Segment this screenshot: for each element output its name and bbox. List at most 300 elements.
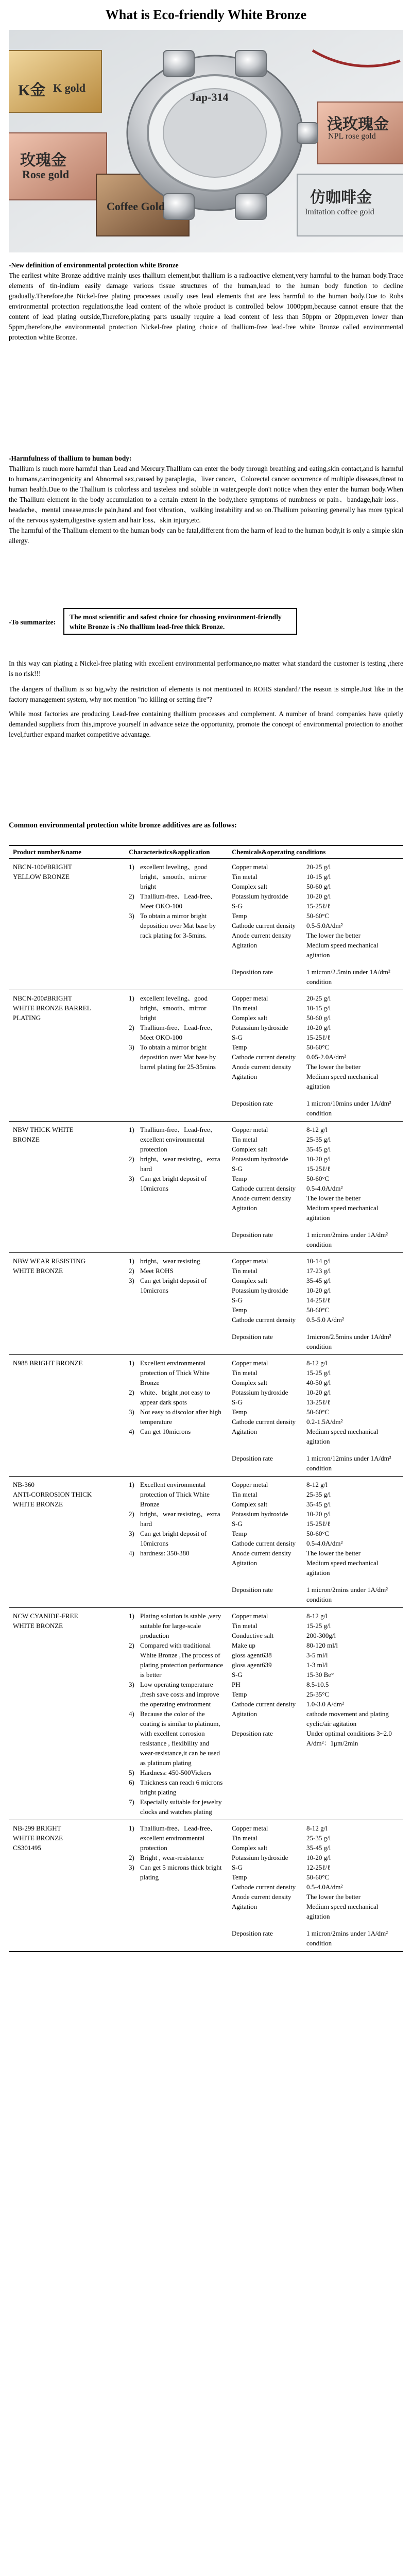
condition-key: Copper metal [232,1359,268,1367]
table-row [9,990,403,1122]
additives-table [9,845,403,1952]
condition-line [232,1042,403,1052]
condition-key: Copper metal [232,1257,268,1265]
condition-line [232,1558,403,1578]
condition-value: 1 micron/12mins under 1A/dm² condition [306,1454,391,1472]
feature-number: 2) [129,1024,134,1031]
feature-text: Thallium-free、Lead-free、excellent environmental protection [140,1126,217,1153]
condition-key: Temp [232,1043,247,1051]
condition-value: cathode movement and plating [306,1710,389,1718]
condition-key: Potassium hydroxide [232,1286,288,1294]
condition-value: 1.0-3.0 A/dm² [306,1700,344,1708]
feature-text: bright、wear resisting、extra hard [140,1510,220,1528]
table-row [9,1122,403,1253]
feature-item [129,1797,224,1817]
condition-line [232,1548,403,1558]
condition-key: Potassium hydroxide [232,892,288,900]
condition-line [232,1709,403,1719]
condition-value: 8-12 g/l [306,1824,328,1832]
photo-label-k-gold: K gold [53,81,85,94]
condition-line [232,1928,403,1948]
condition-key: Tin metal [232,1267,258,1275]
condition-line [232,1183,403,1193]
condition-line [232,1032,403,1042]
chemicals-cell [228,1820,403,1951]
feature-text: white、bright ,not easy to appear dark spots [140,1388,210,1406]
condition-key: S-G [232,1671,243,1679]
feature-item [129,1853,224,1862]
condition-key: Complex salt [232,1145,267,1153]
photo-label-npl-rose-gold: NPL rose gold [328,132,376,141]
condition-line [232,1134,403,1144]
condition-key: Conductive salt [232,1632,274,1639]
condition-value: 0.05-2.0A/dm² [306,1053,346,1061]
condition-value: 8.5-10.5 [306,1681,329,1688]
condition-value: 10-14 g/l [306,1257,331,1265]
para-section [9,658,403,740]
feature-number: 4) [129,1428,134,1435]
product-name-cell [9,1122,125,1252]
condition-key: Deposition rate [232,1231,273,1239]
condition-value: 50-60 g/l [306,883,331,890]
condition-line [232,1062,403,1072]
condition-key: Complex salt [232,1014,267,1022]
condition-line [232,1853,403,1862]
condition-value: 1 micron/2mins under 1A/dm² condition [306,1586,388,1603]
condition-value: 35-45 g/l [306,1844,331,1852]
condition-value: 10-20 g/l [306,1510,331,1518]
condition-line [232,1631,403,1640]
watch-case-illustration [9,30,403,252]
condition-line [232,1489,403,1499]
condition-line [232,1823,403,1833]
condition-key: Cathode current density [232,1316,296,1324]
photo-label-rose-gold-cn: 玫瑰金 [20,152,66,169]
condition-line [232,1427,403,1446]
condition-value: 50-60°C [306,1408,330,1416]
feature-item [129,1640,224,1680]
feature-text: Low operating temperature ,fresh save costs and improve the operating environment [140,1681,219,1708]
intro-heading: -New definition of environmental protection white Bronze [9,261,179,269]
chemicals-cell [228,1608,403,1820]
condition-value: 20-25 g/l [306,994,331,1002]
product-name-line: WHITE BRONZE BARREL [13,1004,91,1012]
condition-key: Tin metal [232,1004,258,1012]
feature-number: 1) [129,1257,134,1265]
feature-item [129,1548,224,1558]
feature-text: Plating solution is stable ,very suitable for large-scale production [140,1612,221,1639]
condition-value: 15-25ℓ/ℓ [306,1165,331,1173]
condition-key: gloss agent638 [232,1651,272,1659]
condition-value: 15-25ℓ/ℓ [306,1520,331,1528]
condition-key: Potassium hydroxide [232,1024,288,1031]
condition-line [232,1833,403,1843]
condition-key: Tin metal [232,1369,258,1377]
condition-line [232,1621,403,1631]
product-name-cell [9,990,125,1121]
feature-number: 5) [129,1769,134,1776]
feature-item [129,862,224,891]
condition-line [232,1519,403,1529]
condition-line [232,1203,403,1223]
condition-value: Medium speed mechanical agitation [306,1903,379,1920]
condition-key: S-G [232,1398,243,1406]
chemicals-cell [228,1477,403,1607]
condition-line [232,1125,403,1134]
condition-key: Temp [232,1408,247,1416]
table-row [9,1608,403,1820]
product-photo [9,30,403,252]
condition-value: 10-20 g/l [306,1024,331,1031]
condition-value: 1 micron/10mins under 1A/dm² condition [306,1099,391,1117]
feature-item [129,1256,224,1266]
condition-value: 1 micron/2mins under 1A/dm² condition [306,1929,388,1947]
feature-number: 3) [129,1175,134,1182]
header-characteristics: Characteristics&application [129,848,210,856]
condition-key: Deposition rate [232,968,273,976]
condition-value: 50-60°C [306,1530,330,1537]
condition-value: 50-60 g/l [306,1014,331,1022]
characteristics-cell [125,990,228,1121]
condition-key: S-G [232,1296,243,1304]
product-name-cell [9,1477,125,1607]
feature-text: Can get bright deposit of 10microns [140,1530,207,1547]
feature-item [129,1480,224,1509]
condition-line [232,1072,403,1091]
condition-line [232,1650,403,1660]
condition-line [232,930,403,940]
feature-number: 3) [129,1043,134,1051]
condition-key: S-G [232,1520,243,1528]
feature-text: Can get bright deposit of 10microns [140,1175,207,1192]
summary-box: The most scientific and safest choice for choosing environment-friendly white Bronze is :No thallium lead-free thick Bronze. [63,608,297,635]
table-row [9,1477,403,1608]
condition-value: 1 micron/2.5min under 1A/dm² condition [306,968,390,986]
condition-key: Anode current density [232,1893,291,1901]
condition-key: Anode current density [232,931,291,939]
product-name-line: NB-299 BRIGHT [13,1824,61,1832]
condition-value: 14-25ℓ/ℓ [306,1296,331,1304]
condition-value: 0.5-5.0A/dm² [306,922,343,929]
condition-line [232,1164,403,1174]
feature-text: Hardness: 450-500Vickers [140,1769,212,1776]
condition-value: 10-15 g/l [306,873,331,880]
chemicals-cell [228,990,403,1121]
condition-key: Temp [232,1530,247,1537]
header-product: Product number&name [13,848,82,856]
condition-key: Deposition rate [232,1929,273,1937]
feature-number: 4) [129,1710,134,1718]
condition-value: 35-45 g/l [306,1277,331,1284]
feature-text: Thallium-free、Lead-free、Meet OKO-100 [140,1024,217,1041]
condition-key [232,1719,306,1728]
feature-number: 3) [129,1408,134,1416]
condition-key: Tin metal [232,1622,258,1630]
condition-line [232,1640,403,1650]
product-name-cell [9,1608,125,1820]
feature-item [129,993,224,1023]
product-name-cell [9,1355,125,1476]
feature-text: Especially suitable for jewelry clocks and watches plating [140,1798,222,1816]
condition-line [232,901,403,911]
condition-line [232,1509,403,1519]
condition-line [232,1285,403,1295]
condition-line [232,1266,403,1276]
condition-value: 80-120 ml/l [306,1641,338,1649]
product-name-line: WHITE BRONZE [13,1267,63,1275]
feature-text: To obtain a mirror bright deposition over Mat base by barrel plating for 25-35mins [140,1043,216,1071]
condition-value: Medium speed mechanical agitation [306,1428,379,1445]
condition-value: 1-3 ml/l [306,1661,328,1669]
condition-key: Agitation [232,941,258,949]
chemicals-cell [228,1122,403,1252]
condition-value: 15-25ℓ/ℓ [306,902,331,910]
table-row [9,1253,403,1355]
feature-item [129,1611,224,1640]
condition-value: 15-25ℓ/ℓ [306,1033,331,1041]
feature-number: 2) [129,1267,134,1275]
feature-number: 2) [129,1510,134,1518]
condition-key: Temp [232,1873,247,1881]
condition-value: The lower the better [306,1893,361,1901]
condition-value: Medium speed mechanical agitation [306,1559,379,1577]
feature-number: 2) [129,1155,134,1163]
product-name-line: WHITE BRONZE [13,1622,63,1630]
condition-key: Complex salt [232,1500,267,1508]
condition-key: S-G [232,1033,243,1041]
condition-value: The lower the better [306,1549,361,1557]
condition-key: Complex salt [232,883,267,890]
product-name-cell [9,1253,125,1354]
condition-line [232,1902,403,1921]
characteristics-cell [125,1253,228,1354]
product-name-line: N988 BRIGHT BRONZE [13,1359,83,1367]
condition-line [232,1154,403,1164]
condition-line [232,1230,403,1249]
condition-key: Agitation [232,1559,258,1567]
feature-text: excellent leveling、good bright、smooth、mirror bright [140,863,208,890]
condition-line [232,1003,403,1013]
chemicals-cell [228,1253,403,1354]
condition-key: Make up [232,1641,255,1649]
feature-number: 2) [129,1854,134,1861]
product-name-line: BRONZE [13,1136,40,1143]
table-row [9,1355,403,1477]
paragraph-2: The dangers of thallium is so big,why the restriction of elements is not mentioned in ROHS standard?The reason is simple.Just like in the factory management system, why not mention "no killing or setting fire"? [9,685,403,703]
feature-number: 3) [129,1681,134,1688]
condition-line [232,1862,403,1872]
condition-line [232,1387,403,1397]
condition-value: 50-60°C [306,912,330,920]
condition-line [232,1843,403,1853]
condition-key: Anode current density [232,1194,291,1202]
condition-value: 17-23 g/l [306,1267,331,1275]
feature-text: Compared with traditional White Bronze ,The process of plating protection performance is better [140,1641,223,1679]
condition-key: S-G [232,1165,243,1173]
feature-text: Can get bright deposit of 10microns [140,1277,207,1294]
condition-line [232,1144,403,1154]
feature-number: 3) [129,912,134,920]
condition-key: Copper metal [232,1612,268,1620]
feature-item [129,1680,224,1709]
feature-number: 2) [129,892,134,900]
condition-value: 1 micron/2mins under 1A/dm² condition [306,1231,388,1248]
condition-key: Temp [232,1306,247,1314]
product-name-line: WHITE BRONZE [13,1834,63,1842]
condition-key: Agitation [232,1710,258,1718]
condition-line [232,1585,403,1604]
feature-item [129,1154,224,1174]
condition-key: Copper metal [232,994,268,1002]
feature-item [129,1266,224,1276]
feature-number: 1) [129,1824,134,1832]
condition-line [232,911,403,921]
product-name-line: CS301495 [13,1844,41,1852]
table-row [9,1820,403,1951]
condition-key: Complex salt [232,1844,267,1852]
feature-text: Can get 5 microns thick bright plating [140,1863,222,1881]
product-name-line: NBW THICK WHITE [13,1126,74,1133]
condition-value: A/dm²：1μm/2min [306,1739,358,1747]
feature-number: 3) [129,1277,134,1284]
condition-line [232,1397,403,1407]
condition-value: Under optimal conditions 3~2.0 [306,1730,392,1737]
table-header [9,846,403,859]
page-title: What is Eco-friendly White Bronze [105,7,307,22]
condition-key: Potassium hydroxide [232,1510,288,1518]
harm-text-2: The harmful of the Thallium element to the human body can be fatal,different from the harm of lead to the human body,it is only a simple skin allergy. [9,527,403,545]
condition-value: 40-50 g/l [306,1379,331,1386]
condition-line [232,1315,403,1325]
feature-number: 1) [129,994,134,1002]
condition-value: Medium speed mechanical agitation [306,1073,379,1090]
photo-label-rose-gold: Rose gold [22,168,70,181]
condition-line [232,1538,403,1548]
feature-item [129,1174,224,1193]
condition-line [232,1407,403,1417]
summary-block [9,608,403,639]
feature-text: Excellent environmental protection of Thick White Bronze [140,1359,210,1386]
feature-item [129,1509,224,1529]
product-name-line: NB-360 [13,1481,35,1488]
photo-label-coffee-gold: Coffee Gold [107,200,165,213]
feature-text: Can get 10microns [140,1428,191,1435]
condition-value: 3-5 ml/l [306,1651,328,1659]
condition-key: Agitation [232,1204,258,1212]
feature-text: Thickness can reach 6 microns bright plating [140,1778,223,1796]
condition-line [232,1670,403,1680]
condition-value: 50-60°C [306,1306,330,1314]
condition-value: 15-25 g/l [306,1622,331,1630]
condition-value: 25-35°C [306,1690,330,1698]
condition-key: Tin metal [232,1834,258,1842]
feature-text: To obtain a mirror bright deposition over Mat base by rack plating for 3-5mins. [140,912,216,939]
condition-key: Agitation [232,1903,258,1910]
feature-text: bright、wear resisting [140,1257,200,1265]
condition-key: Potassium hydroxide [232,1155,288,1163]
condition-line [232,1699,403,1709]
feature-number: 3) [129,1530,134,1537]
condition-value: 50-60°C [306,1043,330,1051]
photo-label-imitation-coffee: Imitation coffee gold [305,208,374,216]
product-name-cell [9,1820,125,1951]
feature-number: 1) [129,1359,134,1367]
product-name-line: YELLOW BRONZE [13,873,70,880]
header-chemicals: Chemicals&operating conditions [232,848,326,856]
condition-value: 25-35 g/l [306,1834,331,1842]
condition-key: Cathode current density [232,1700,296,1708]
condition-line [232,967,403,987]
feature-number: 1) [129,863,134,871]
condition-key: Tin metal [232,873,258,880]
summary-label: -To summarize: [9,618,56,626]
feature-text: Because the color of the coating is similar to platinum, with excellent corrosion resistance , flexibility and wear-resistance,it can be used as platinum plating [140,1710,220,1767]
condition-line [232,1052,403,1062]
condition-key: Copper metal [232,863,268,871]
chemicals-cell [228,859,403,990]
feature-item [129,1042,224,1072]
condition-key: Agitation [232,1428,258,1435]
condition-value: 25-35 g/l [306,1136,331,1143]
condition-key: Cathode current density [232,1539,296,1547]
feature-item [129,1023,224,1042]
condition-line [232,1256,403,1266]
harm-section [9,453,403,546]
condition-value: 15-30 Be° [306,1671,334,1679]
condition-key: Cathode current density [232,922,296,929]
condition-key: Tin metal [232,1136,258,1143]
condition-line [232,940,403,960]
condition-key: Deposition rate [232,1586,273,1594]
condition-value: The lower the better [306,1063,361,1071]
harm-heading: -Harmfulness of thallium to human body: [9,454,132,462]
condition-value: 50-60°C [306,1175,330,1182]
feature-text: Thallium-free、Lead-free、Meet OKO-100 [140,892,217,910]
table-heading: Common environmental protection white bronze additives are as follows: [9,821,237,829]
condition-key: Temp [232,1690,247,1698]
product-name-line: WHITE BRONZE [13,1500,63,1508]
characteristics-cell [125,1477,228,1607]
condition-key: Complex salt [232,1379,267,1386]
feature-text: hardness: 350-380 [140,1549,190,1557]
condition-line [232,1305,403,1315]
feature-item [129,1387,224,1407]
condition-value: Medium speed mechanical agitation [306,1204,379,1222]
condition-value: 8-12 g/l [306,1126,328,1133]
feature-item [129,1427,224,1436]
condition-line [232,1529,403,1538]
condition-key: Copper metal [232,1824,268,1832]
feature-number: 1) [129,1126,134,1133]
condition-key: Cathode current density [232,1184,296,1192]
condition-line [232,1417,403,1427]
condition-line [232,1358,403,1368]
photo-label-imitation-coffee-cn: 仿咖啡金 [310,189,372,206]
condition-line [232,1719,403,1728]
condition-key: Deposition rate [232,1454,273,1462]
intro-text: The earliest white Bronze additive mainly uses thallium element,but thallium is a radioactive element,very harmful to the human body.Trace elements of tin-indium easily damage various tissue structures of the human,lead to the human body function to decline gradually.Therefore,the Nickel-free plating processes usually uses lead elements that are less harmful to the human body.Due to Rohs environmental protection regulations,the lead content of the whole product is controlled below 1000ppm,because cannot ensure that the content of lead plating outside,Therefore,plating parts usually require a lead content of less than 50ppm or 20ppm,even lower than 5ppm,therefore,the environmental protection Nickel-free plating choice of thallium-free lead-free white Bronze called environmental protection white Bronze. [9,272,403,341]
condition-value: 10-20 g/l [306,1388,331,1396]
condition-value: The lower the better [306,1194,361,1202]
condition-line [232,1378,403,1387]
condition-value: 0.5-4.0A/dm² [306,1184,343,1192]
feature-item [129,1777,224,1797]
condition-key: Cathode current density [232,1418,296,1426]
condition-line [232,1013,403,1023]
feature-text: Not easy to discolor after high temperature [140,1408,221,1426]
condition-line [232,1174,403,1183]
condition-key: Copper metal [232,1126,268,1133]
